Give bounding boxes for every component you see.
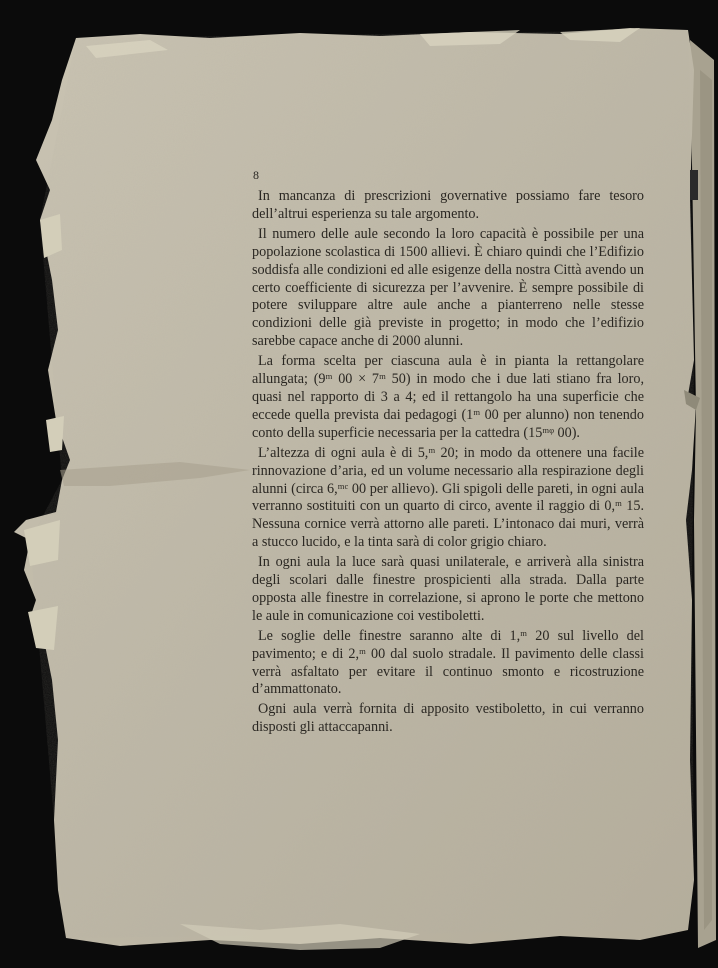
paragraph-7: Ogni aula verrà fornita di apposito vestiboletto, in cui verranno disposti gli attaccapanni. xyxy=(252,701,644,736)
paragraph-2: Il numero delle aule secondo la loro capacità è possibile per una popolazione scolastica di 1500 allievi. È chiaro quindi che l’Edifizio soddisfa alle condizioni ed alle esigenze della nostra Città avendo un certo coefficiente di sicurezza per l’avvenire. È sempre possibile di potere sviluppare altre aule anche a pianterreno nelle stesse condizioni delle già previste in progetto; in modo che l’edifizio sarebbe capace anche di 2000 alunni. xyxy=(252,225,644,350)
paragraph-4: L’altezza di ogni aula è di 5,ᵐ 20; in modo da ottenere una facile rinnovazione d’aria, ed un volume necessario alla respirazione degli alunni (circa 6,ᵐᶜ 00 per allievo). Gli spigoli delle pareti, in ogni aula verranno sostituiti con un quarto di circo, avente il raggio di 0,ᵐ 15. Nessuna cornice verrà attorno alle pareti. L’intonaco dai muri, verrà a stucco lucido, e la tinta sarà di color grigio chiaro. xyxy=(252,444,644,551)
paragraph-1: In mancanza di prescrizioni governative possiamo fare tesoro dell’altrui esperienza su tale argomento. xyxy=(252,188,644,222)
page-text-block xyxy=(252,168,644,739)
paragraph-3: La forma scelta per ciascuna aula è in pianta la rettangolare allungata; (9ᵐ 00 × 7ᵐ 50) in modo che i due lati stiano fra loro, quasi nel rapporto di 3 a 4; ed il rettangolo ha una superficie che eccede quella prevista dai pedagogi (1ᵐ 00 per alunno) non tenendo conto della superficie necessaria per la cattedra (15ᵐᵠ 00). xyxy=(252,353,644,441)
page-number: 8 xyxy=(253,168,259,182)
paragraph-5: In ogni aula la luce sarà quasi unilaterale, e arriverà alla sinistra degli scolari dalle finestre prospicienti alla strada. Dalla parte opposta alle finestre in correlazione, si aprono le porte che mettono le aule in comunicazione coi vestiboletti. xyxy=(252,554,644,624)
paragraph-6: Le soglie delle finestre saranno alte di 1,ᵐ 20 sul livello del pavimento; e di 2,ᵐ 00 dal suolo stradale. Il pavimento delle classi verrà asfaltato per evitare il continuo smonto e ricostruzione d’ammattonato. xyxy=(252,627,644,698)
